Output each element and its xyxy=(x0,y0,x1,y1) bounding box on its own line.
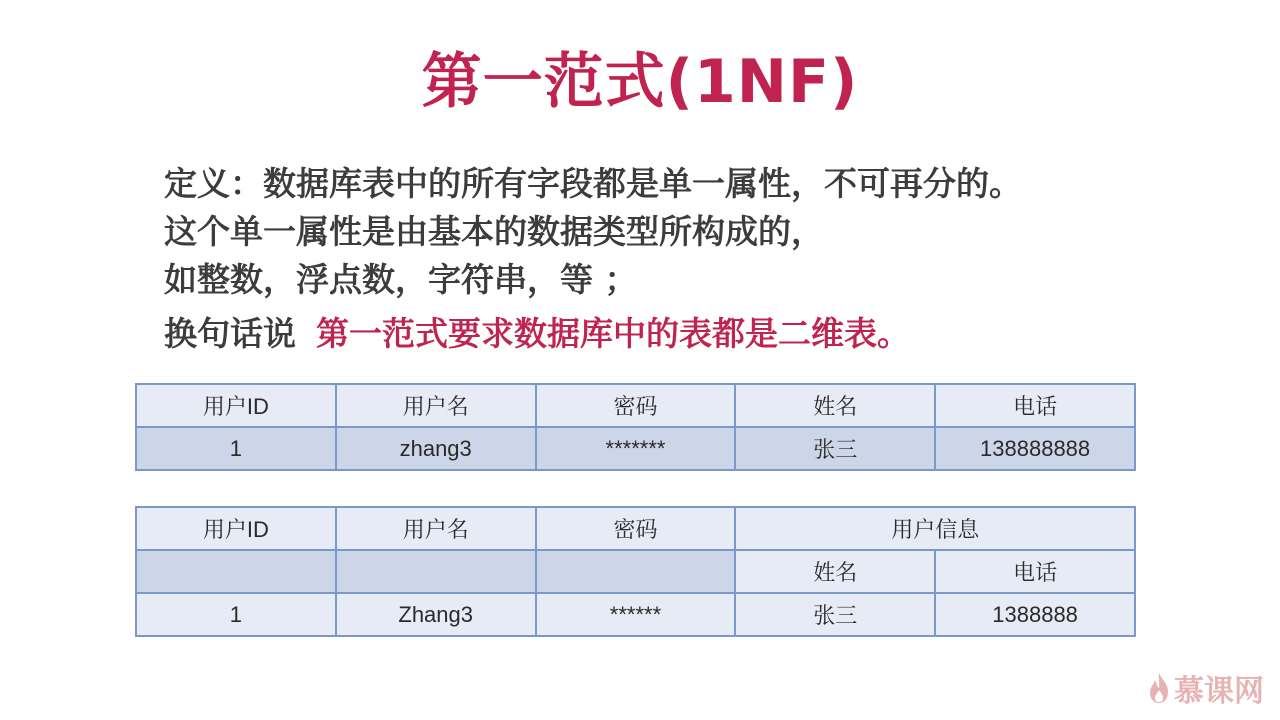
watermark-logo xyxy=(1148,666,1264,710)
table-cell: 1 xyxy=(136,593,336,636)
header-cell: 用户ID xyxy=(136,507,336,550)
watermark-text: 慕课网 xyxy=(1174,674,1264,709)
subheader-cell: 电话 xyxy=(935,550,1135,593)
slide-title: 第一范式(1NF) xyxy=(421,47,859,117)
table-cell: 1 xyxy=(136,427,336,470)
table-cell: zhang3 xyxy=(336,427,536,470)
definition-line-3: 如整数，浮点数，字符串，等 ； xyxy=(164,260,638,299)
empty-cell xyxy=(136,550,336,593)
table-cell: ****** xyxy=(536,593,736,636)
header-cell-group: 用户信息 xyxy=(735,507,1135,550)
table-subheader-row xyxy=(136,550,1135,593)
table-header-row xyxy=(136,507,1135,550)
header-cell: 密码 xyxy=(536,384,736,427)
table-cell: 138888888 xyxy=(935,427,1135,470)
table-cell: ******* xyxy=(536,427,736,470)
summary-line xyxy=(164,310,1164,358)
header-cell: 用户名 xyxy=(336,507,536,550)
table-row xyxy=(136,427,1135,470)
definition-line-2: 这个单一属性是由基本的数据类型所构成的， xyxy=(164,212,824,251)
subheader-cell: 姓名 xyxy=(735,550,935,593)
table-cell: 张三 xyxy=(735,593,935,636)
definition-line-1: 定义：数据库表中的所有字段都是单一属性，不可再分的。 xyxy=(164,164,1022,203)
header-cell: 用户ID xyxy=(136,384,336,427)
table-cell: 1388888 xyxy=(935,593,1135,636)
header-cell: 姓名 xyxy=(735,384,935,427)
header-cell: 用户名 xyxy=(336,384,536,427)
flame-icon xyxy=(1148,672,1170,704)
table-cell: 张三 xyxy=(735,427,935,470)
empty-cell xyxy=(336,550,536,593)
table-header-row xyxy=(136,384,1135,427)
empty-cell xyxy=(536,550,736,593)
definition-text xyxy=(164,160,1164,358)
table-cell: Zhang3 xyxy=(336,593,536,636)
summary-prefix: 换句话说 xyxy=(164,314,296,353)
table-1nf-flat xyxy=(135,383,1136,471)
header-cell: 密码 xyxy=(536,507,736,550)
summary-highlight: 第一范式要求数据库中的表都是二维表。 xyxy=(316,314,910,353)
table-nested-user-info xyxy=(135,506,1136,637)
table-row xyxy=(136,593,1135,636)
header-cell: 电话 xyxy=(935,384,1135,427)
